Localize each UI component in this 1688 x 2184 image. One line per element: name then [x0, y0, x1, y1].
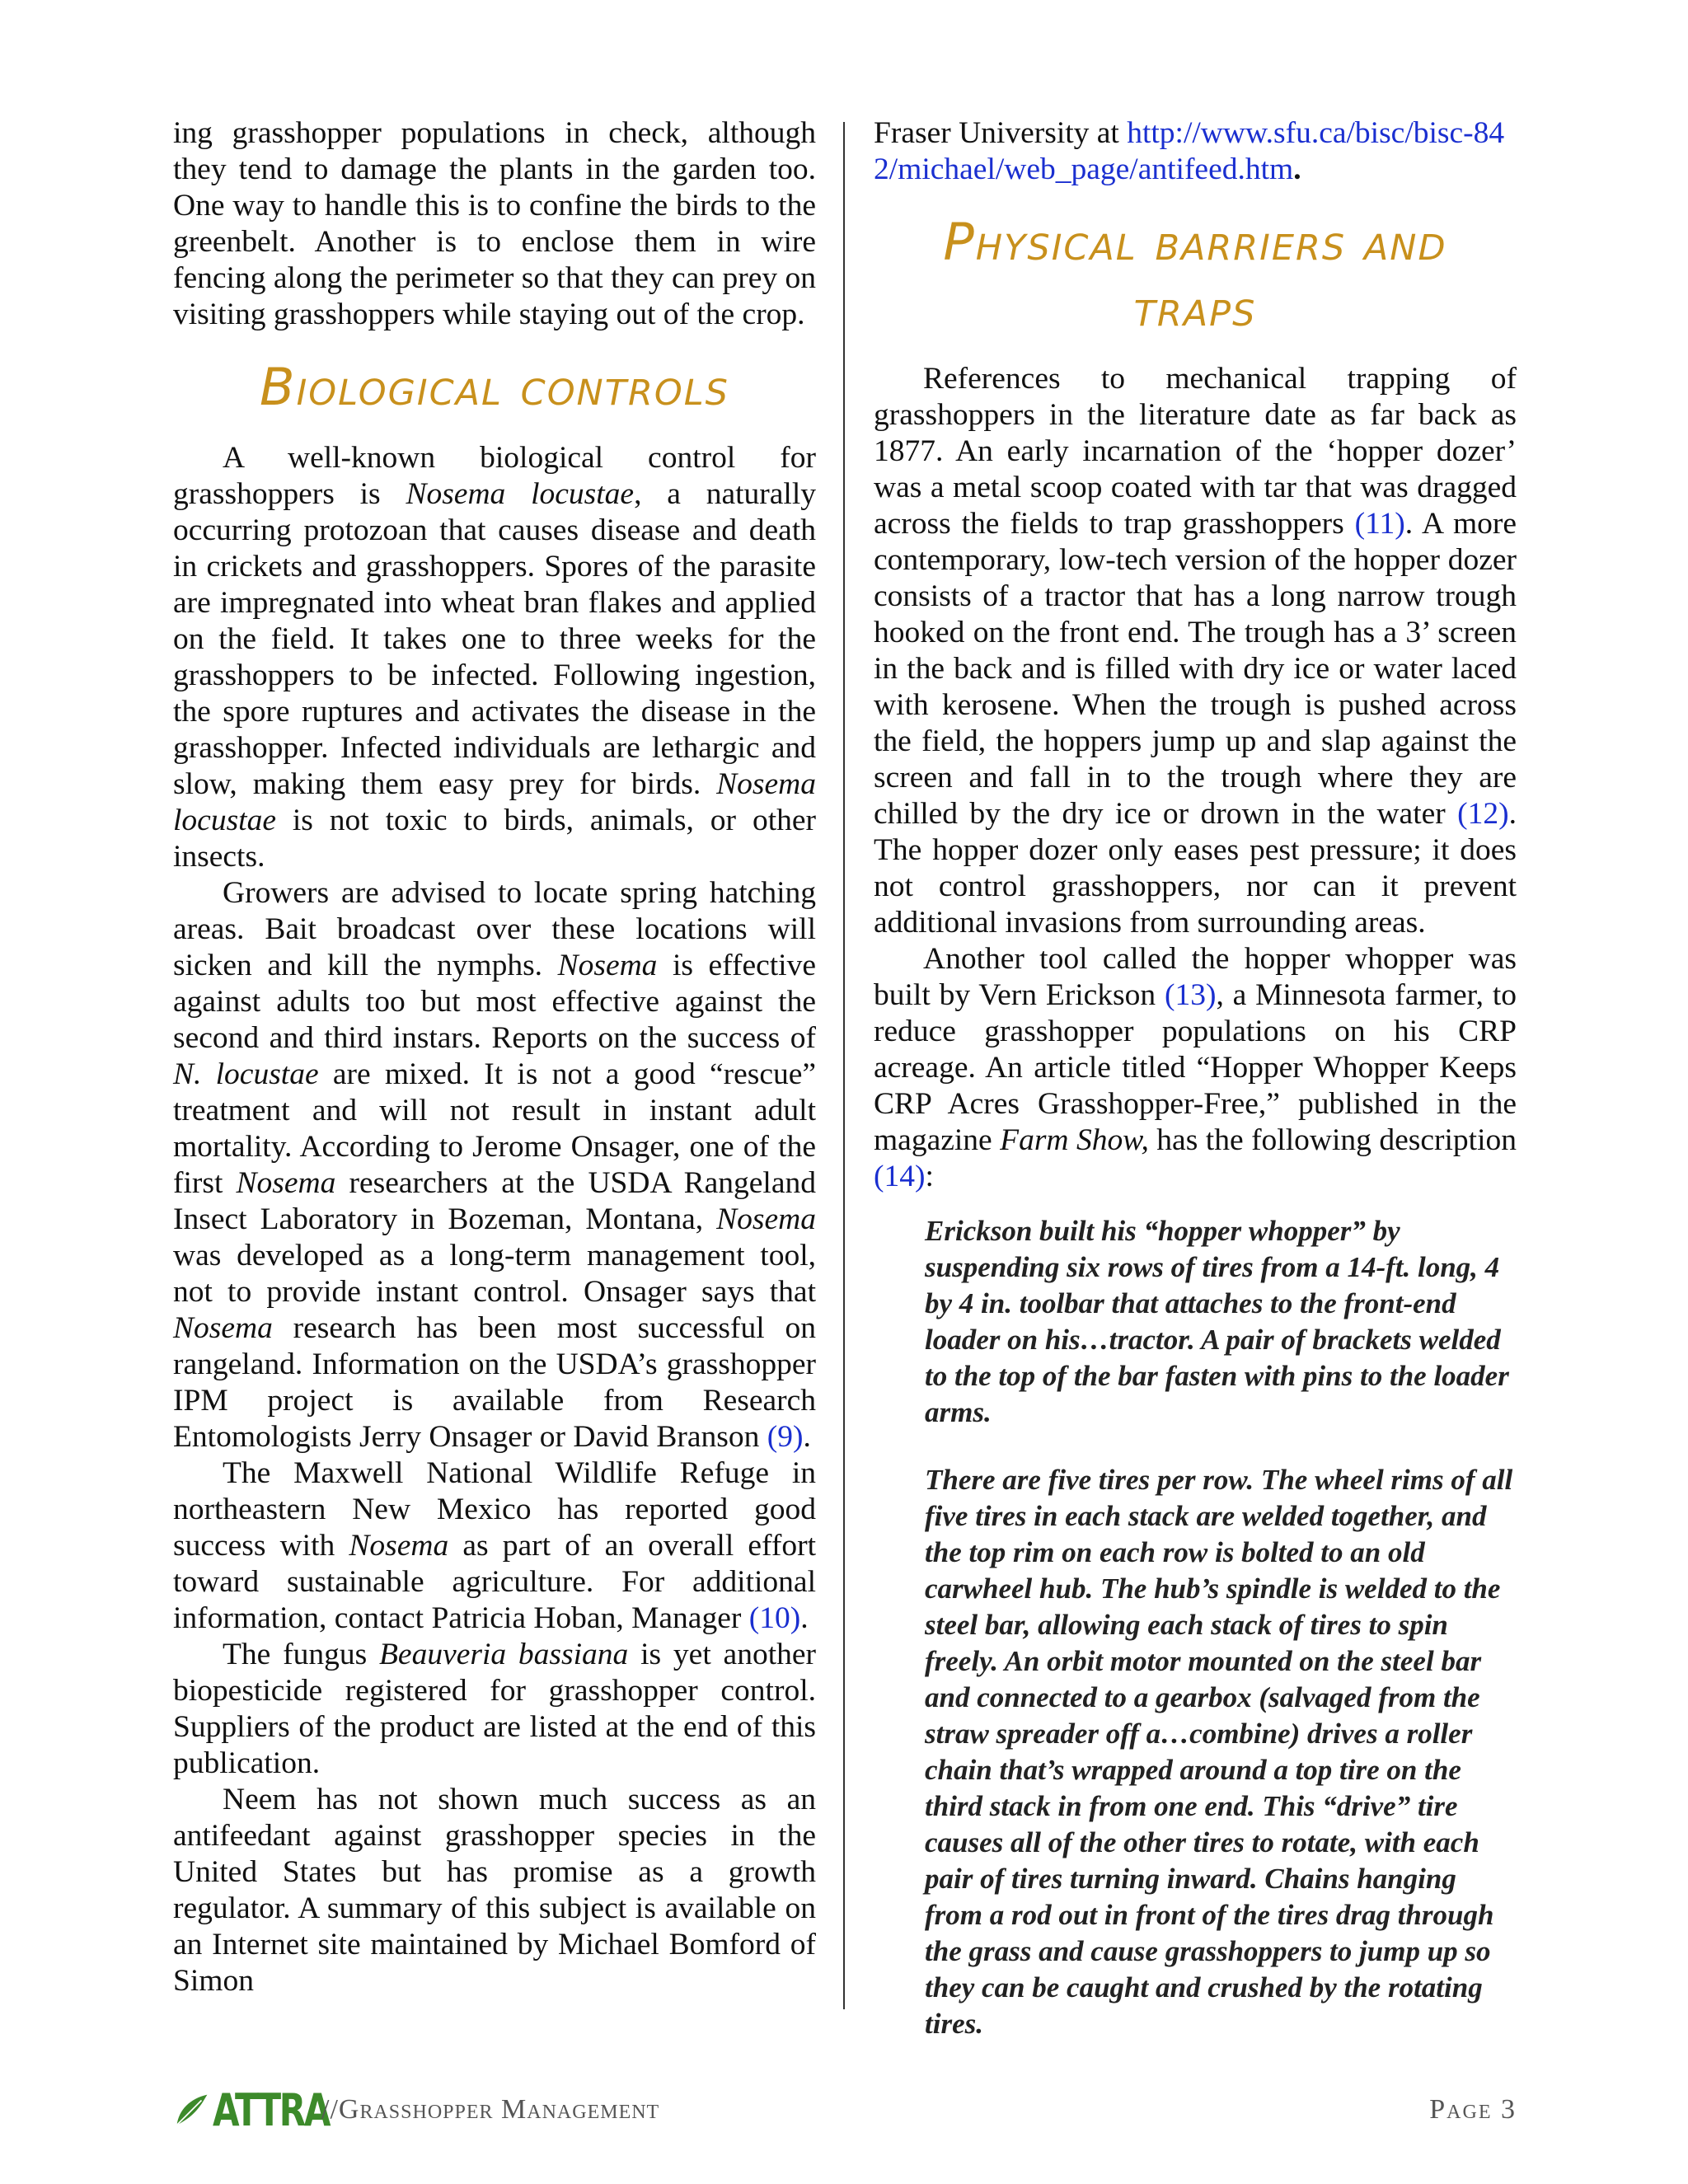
- antifeed-url-link[interactable]: http://www.sfu.ca/bisc/bisc-842/michael/web_page/antifeed.htm: [874, 116, 1505, 186]
- left-column: [173, 115, 816, 1999]
- paragraph-hopper-whopper: Another tool called the hopper whopper was built by Vern Erickson (13), a Minnesota farmer, to reduce grasshopper populations on his CRP acreage. An article titled “Hopper Whopper Keeps CRP Acres Grasshopper-Free,” published in the magazine Farm Show, has the following description (14):: [874, 942, 1517, 1193]
- quote-paragraph: There are five tires per row. The wheel rims of all five tires in each stack are welded together, and the top rim on each row is bolted to an old carwheel hub. The hub’s spindle is welded to the steel bar, allowing each stack of tires to spin freely. An orbit motor mounted on the steel bar and connected to a gearbox (salvaged from the straw spreader off a…combine) drives a roller chain that’s wrapped around a top tire on the third stack in from one end. This “drive” tire causes all of the other tires to rotate, with each pair of tires turning inward. Chains hanging from a rod out in front of the tires drag through the grass and cause grasshoppers to jump up so they can be caught and crushed by the rotating tires.: [925, 1464, 1513, 2040]
- column-divider: [843, 122, 845, 2009]
- heading-biological-controls: Biological controls: [260, 357, 729, 417]
- paragraph-hopper-dozer: References to mechanical trapping of grasshoppers in the literature date as far back as 1877. An early incarnation of the ‘hopper dozer’ was a metal scoop coated with tar that was dragged across the fields to trap grasshoppers (11). A more contemporary, low-tech version of the hopper dozer consists of a tractor that has a long narrow trough hooked on the front end. The trough has a 3’ screen in the back and is filled with dry ice or water laced with kerosene. When the trough is pushed across the field, the hoppers jump up and slap against the screen and fall in to the trough where they are chilled by the dry ice or drown in the water (12). The hopper dozer only eases pest pressure; it does not control grasshoppers, nor can it prevent additional invasions from surrounding areas.: [874, 362, 1517, 940]
- logo-wordmark: ATTRA: [213, 2083, 330, 2136]
- reference-link-11[interactable]: (11): [1354, 507, 1405, 541]
- page-number: Page 3: [1429, 2094, 1517, 2125]
- page-footer: [173, 2081, 1517, 2139]
- left-intro-paragraph: ing grasshopper populations in check, although they tend to damage the plants in the garden too. One way to handle this is to confine the birds to the greenbelt. Another is to enclose them in wire fencing along the perimeter so that they can prey on visiting grasshoppers while staying out of the crop.: [173, 116, 816, 331]
- reference-link-12[interactable]: (12): [1457, 797, 1509, 831]
- heading-physical-barriers: Physical barriers and traps: [943, 212, 1447, 338]
- block-quote: [925, 1213, 1517, 2042]
- right-column: [874, 115, 1517, 2074]
- reference-link-14[interactable]: (14): [874, 1160, 926, 1193]
- paragraph-growers: Growers are advised to locate spring hatching areas. Bait broadcast over these locations will sicken and kill the nymphs. Nosema is effective against adults too but most effective against the second and third instars. Reports on the success of N. locustae are mixed. It is not a good “rescue” treatment and will not result in instant adult mortality. According to Jerome Onsager, one of the first Nosema researchers at the USDA Rangeland Insect Laboratory in Bozeman, Montana, Nosema was developed as a long-term management tool, not to provide instant control. Onsager says that Nosema research has been most successful on rangeland. Information on the USDA’s grasshopper IPM project is available from Research Entomologists Jerry Onsager or David Branson (9).: [173, 876, 816, 1454]
- leaf-icon: [173, 2091, 211, 2129]
- paragraph-neem: Neem has not shown much success as an antifeedant against grasshopper species in the United States but has promise as a growth regulator. A summary of this subject is available on an Internet site maintained by Michael Bomford of Simon: [173, 1783, 816, 1998]
- quote-paragraph: Erickson built his “hopper whopper” by suspending six rows of tires from a 14-ft. long, 4 by 4 in. toolbar that attaches to the front-end loader on his…tractor. A pair of brackets welded to the top of the bar fasten with pins to the loader arms.: [925, 1215, 1509, 1428]
- reference-link-9[interactable]: (9): [767, 1420, 804, 1454]
- reference-link-13[interactable]: (13): [1164, 978, 1217, 1012]
- paragraph-nosema: A well-known biological control for grasshoppers is Nosema locustae, a naturally occurring protozoan that causes disease and death in crickets and grasshoppers. Spores of the parasite are impregnated into wheat bran flakes and applied on the field. It takes one to three weeks for the grasshoppers to be infected. Following ingestion, the spore ruptures and activates the disease in the grasshopper. Infected individuals are lethargic and slow, making them easy prey for birds. Nosema locustae is not toxic to birds, animals, or other insects.: [173, 441, 816, 874]
- footer-title: //Grasshopper Management: [321, 2094, 660, 2125]
- reference-link-10[interactable]: (10): [748, 1601, 801, 1635]
- paragraph-maxwell: The Maxwell National Wildlife Refuge in northeastern New Mexico has reported good success with Nosema as part of an overall effort toward sustainable agriculture. For additional information, contact Patricia Hoban, Manager (10).: [173, 1456, 816, 1635]
- right-intro-paragraph: Fraser University at http://www.sfu.ca/bisc/bisc-842/michael/web_page/antifeed.htm.: [874, 116, 1505, 186]
- paragraph-beauveria: The fungus Beauveria bassiana is yet another biopesticide registered for grasshopper control. Suppliers of the product are listed at the end of this publication.: [173, 1638, 816, 1780]
